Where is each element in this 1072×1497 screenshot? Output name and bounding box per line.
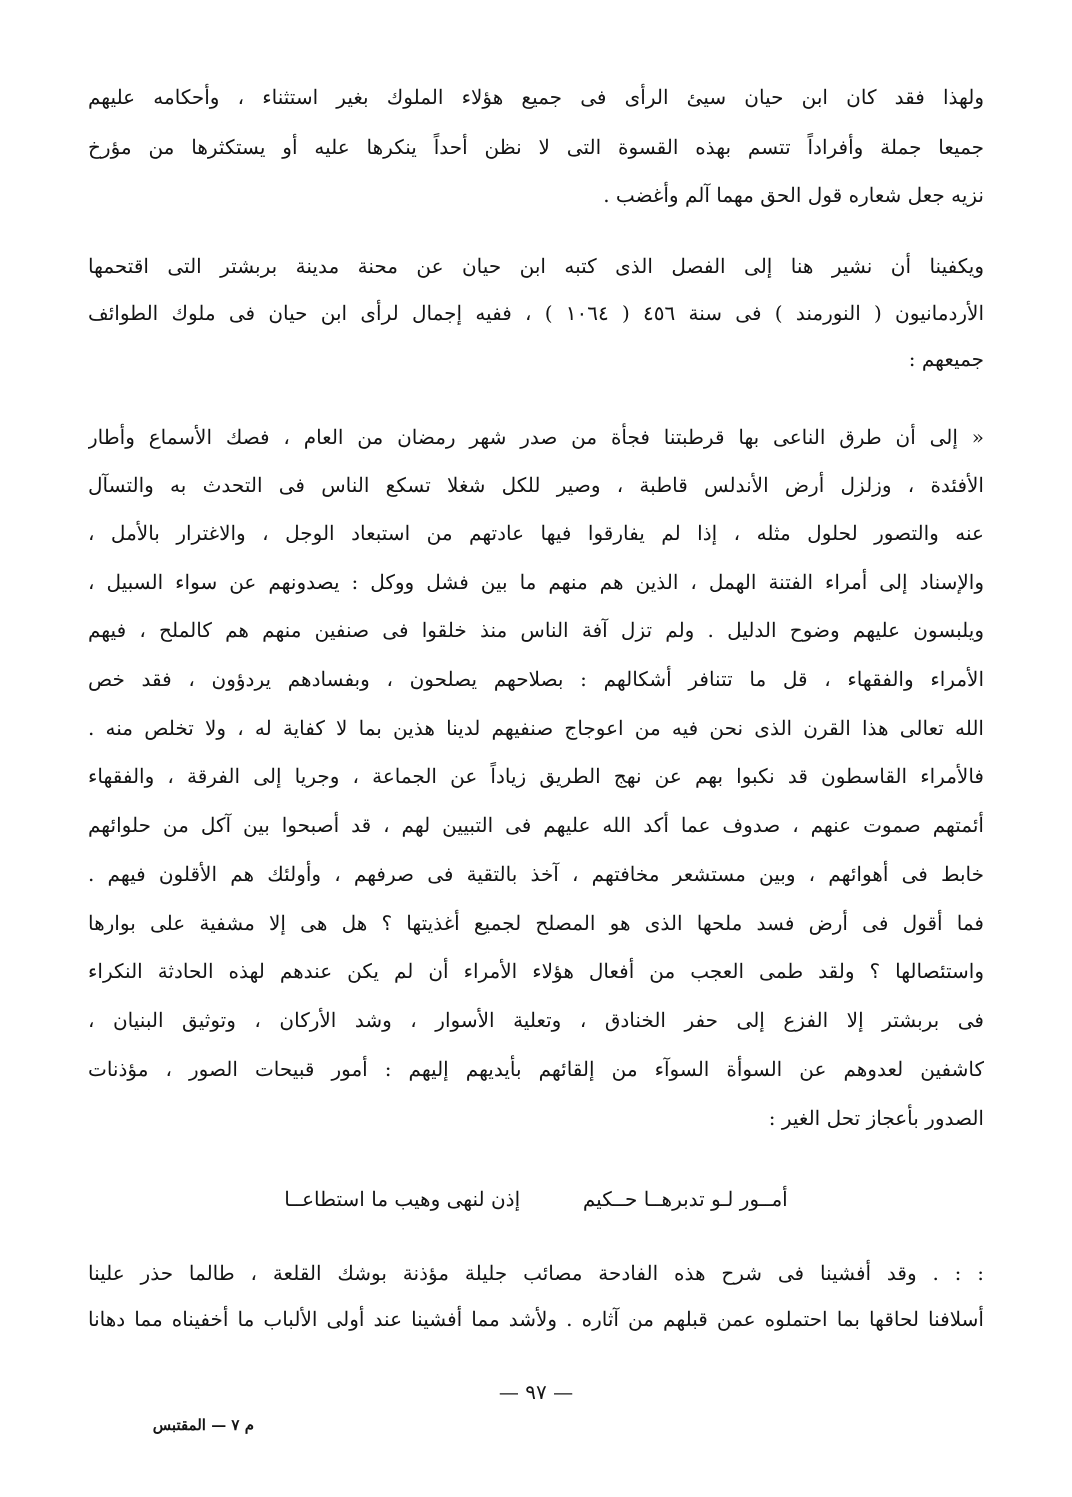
quote-line-14: كاشفين لعدوهم عن السوأة السوآء من إلقائهم بأيديهم إليهم : أمور قبيحات الصور ، مؤذنات — [88, 1057, 984, 1081]
quote-line-6: الأمراء والفقهاء ، قل ما تتنافر أشكالهم : بصلاحهم يصلحون ، وبفسادهم يردؤون ، فقد خص — [88, 667, 984, 691]
paragraph-4-line-1: : : . وقد أفشينا فى شرح هذه الفادحة مصائب جليلة مؤذنة بوشك القلعة ، طالما حذر علينا — [88, 1261, 984, 1285]
paragraph-2-line-3: جميعهم : — [908, 347, 984, 371]
quote-line-8: فالأمراء القاسطون قد نكبوا بهم عن نهج الطريق زياداً عن الجماعة ، وجريا إلى الفرقة ، والفقهاء — [88, 764, 984, 788]
quote-line-13: فى بربشتر إلا الفزع إلى حفر الخنادق ، وتعلية الأسوار ، وشد الأركان ، وتوثيق البنيان ، — [88, 1008, 984, 1032]
paragraph-4-line-2: أسلافنا لحاقها بما احتملوه عمن قبلهم من آثاره . ولأشد مما أفشينا عند أولى الألباب ما أخفيناه مما دهانا — [88, 1307, 984, 1331]
quote-line-3: عنه والتصور لحلول مثله ، إذا لم يفارقوا فيها عادتهم من استبعاد الوجل ، والاغترار بالأمل ، — [88, 521, 984, 545]
quote-line-4: والإسناد إلى أمراء الفتنة الهمل ، الذين هم منهم ما بين فشل ووكل : يصدونهم عن سواء السبيل ، — [88, 570, 984, 594]
printer-signature: م ٧ — المقتبس — [152, 1416, 254, 1434]
paragraph-2-line-2: الأردمانيون ( النورمند ) فى سنة ٤٥٦ ( ١٠٦٤ ) ، ففيه إجمال لرأى ابن حيان فى ملوك الطوائف — [88, 301, 984, 325]
quote-line-1: « إلى أن طرق الناعى بها قرطبتنا فجأة من صدر شهر رمضان من العام ، فصك الأسماع وأطار — [88, 425, 984, 449]
quote-line-15: الصدور بأعجاز تحل الغير : — [768, 1106, 984, 1130]
paragraph-1-line-1: ولهذا فقد كان ابن حيان سيئ الرأى فى جميع هؤلاء الملوك بغير استثناء ، وأحكامه عليهم — [88, 85, 984, 109]
quote-line-9: أئمتهم صموت عنهم ، صدوف عما أكد الله عليهم فى التبيين لهم ، قد أصبحوا بين آكل من حلوائهم — [88, 813, 984, 837]
quote-line-11: فما أقول فى أرض فسد ملحها الذى هو المصلح لجميع أغذيتها ؟ هل هى إلا مشفية على بوارها — [88, 911, 984, 935]
verse-left-hemistich: إذن لنهى وهيب ما استطاعــا — [284, 1187, 521, 1211]
paragraph-1-line-3: نزيه جعل شعاره قول الحق مهما آلم وأغضب . — [603, 183, 984, 207]
paragraph-2-line-1: ويكفينا أن نشير هنا إلى الفصل الذى كتبه ابن حيان عن محنة مدينة بربشتر التى اقتحمها — [88, 254, 984, 278]
poetry-verse — [0, 1184, 1072, 1214]
quote-line-7: الله تعالى هذا القرن الذى نحن فيه من اعوجاج صنفيهم لدينا هذين بما لا كفاية له ، ولا تخلص منه . — [88, 716, 984, 740]
quote-line-2: الأفئدة ، وزلزل أرض الأندلس قاطبة ، وصير للكل شغلا تسكع الناس فى التحدث به والتسآل — [88, 473, 984, 497]
paragraph-1-line-2: جميعا جملة وأفراداً تتسم بهذه القسوة التى لا نظن أحداً ينكرها عليه أو يستكثرها من مؤرخ — [88, 135, 984, 159]
quote-line-12: واستئصالها ؟ ولقد طمى العجب من أفعال هؤلاء الأمراء أن لم يكن عندهم لهذه الحادثة النكراء — [88, 959, 984, 983]
quote-line-10: خابط فى أهوائهم ، وبين مستشعر مخافتهم ، آخذ بالتقية فى صرفهم ، وأولئك هم الأقلون فيهم . — [88, 862, 984, 886]
quote-line-5: ويلبسون عليهم وضوح الدليل . ولم تزل آفة الناس منذ خلقوا فى صنفين منهم هم كالملح ، فيهم — [88, 618, 984, 642]
page-number: — ٩٧ — — [498, 1380, 574, 1404]
verse-right-hemistich: أمــور لـو تدبرهــا حــكيم — [582, 1187, 788, 1211]
